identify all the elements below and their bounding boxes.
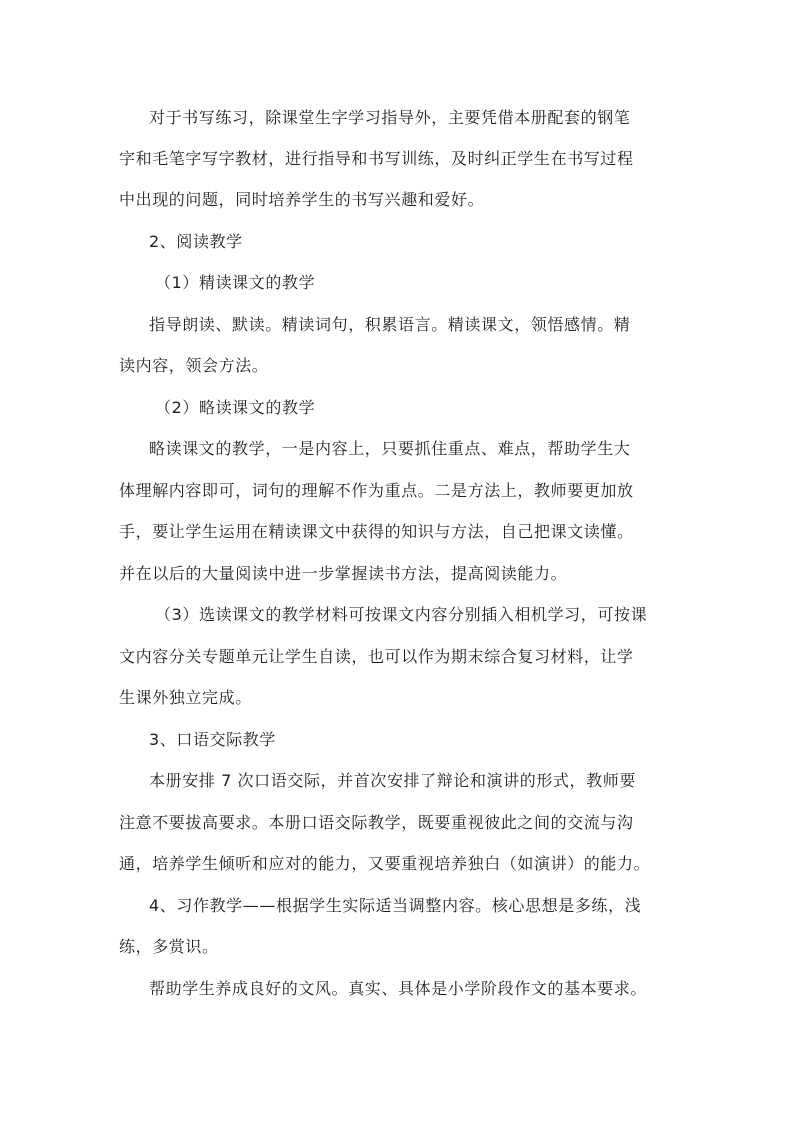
paragraph-optional-reading-line-2: 文内容分关专题单元让学生自读，也可以作为期末综合复习材料，让学: [119, 647, 634, 666]
paragraph-writing-practice-line-3: 中出现的问题，同时培养学生的书写兴趣和爱好。: [119, 190, 485, 209]
paragraph-oral-communication-line-3: 通，培养学生倾听和应对的能力，又要重视培养独白（如演讲）的能力。: [119, 854, 651, 873]
paragraph-optional-reading-line-3: 生课外独立完成。: [119, 688, 252, 707]
paragraph-optional-reading-line-1: （3）选读课文的教学材料可按课文内容分别插入相机学习，可按课: [155, 605, 648, 624]
paragraph-intensive-reading-line-2: 读内容，领会方法。: [119, 356, 269, 375]
section-heading-composition-line-1: 4、习作教学——根据学生实际适当调整内容。核心思想是多练，浅: [149, 896, 642, 915]
paragraph-writing-style-line-1: 帮助学生养成良好的文风。真实、具体是小学阶段作文的基本要求。: [149, 979, 648, 998]
subsection-heading-skim-reading: （2）略读课文的教学: [155, 398, 316, 417]
paragraph-oral-communication-line-2: 注意不要拔高要求。本册口语交际教学，既要重视彼此之间的交流与沟: [119, 813, 634, 832]
paragraph-writing-practice-line-1: 对于书写练习，除课堂生字学习指导外，主要凭借本册配套的钢笔: [149, 108, 631, 127]
section-heading-oral-communication: 3、口语交际教学: [149, 730, 276, 749]
paragraph-skim-reading-line-2: 体理解内容即可，词句的理解不作为重点。二是方法上，教师要更加放: [119, 481, 634, 500]
paragraph-intensive-reading-line-1: 指导朗读、默读。精读词句，积累语言。精读课文，领悟感情。精: [149, 315, 631, 334]
paragraph-skim-reading-line-1: 略读课文的教学，一是内容上，只要抓住重点、难点，帮助学生大: [149, 439, 631, 458]
paragraph-skim-reading-line-3: 手，要让学生运用在精读课文中获得的知识与方法，自己把课文读懂。: [119, 522, 634, 541]
paragraph-skim-reading-line-4: 并在以后的大量阅读中进一步掌握读书方法，提高阅读能力。: [119, 564, 568, 583]
section-heading-composition-line-2: 练，多赏识。: [119, 937, 219, 956]
paragraph-writing-practice-line-2: 字和毛笔字写字教材，进行指导和书写训练，及时纠正学生在书写过程: [119, 149, 634, 168]
section-heading-reading: 2、阅读教学: [149, 232, 243, 251]
subsection-heading-intensive-reading: （1）精读课文的教学: [155, 273, 316, 292]
paragraph-oral-communication-line-1: 本册安排 7 次口语交际，并首次安排了辩论和演讲的形式，教师要: [149, 771, 636, 790]
